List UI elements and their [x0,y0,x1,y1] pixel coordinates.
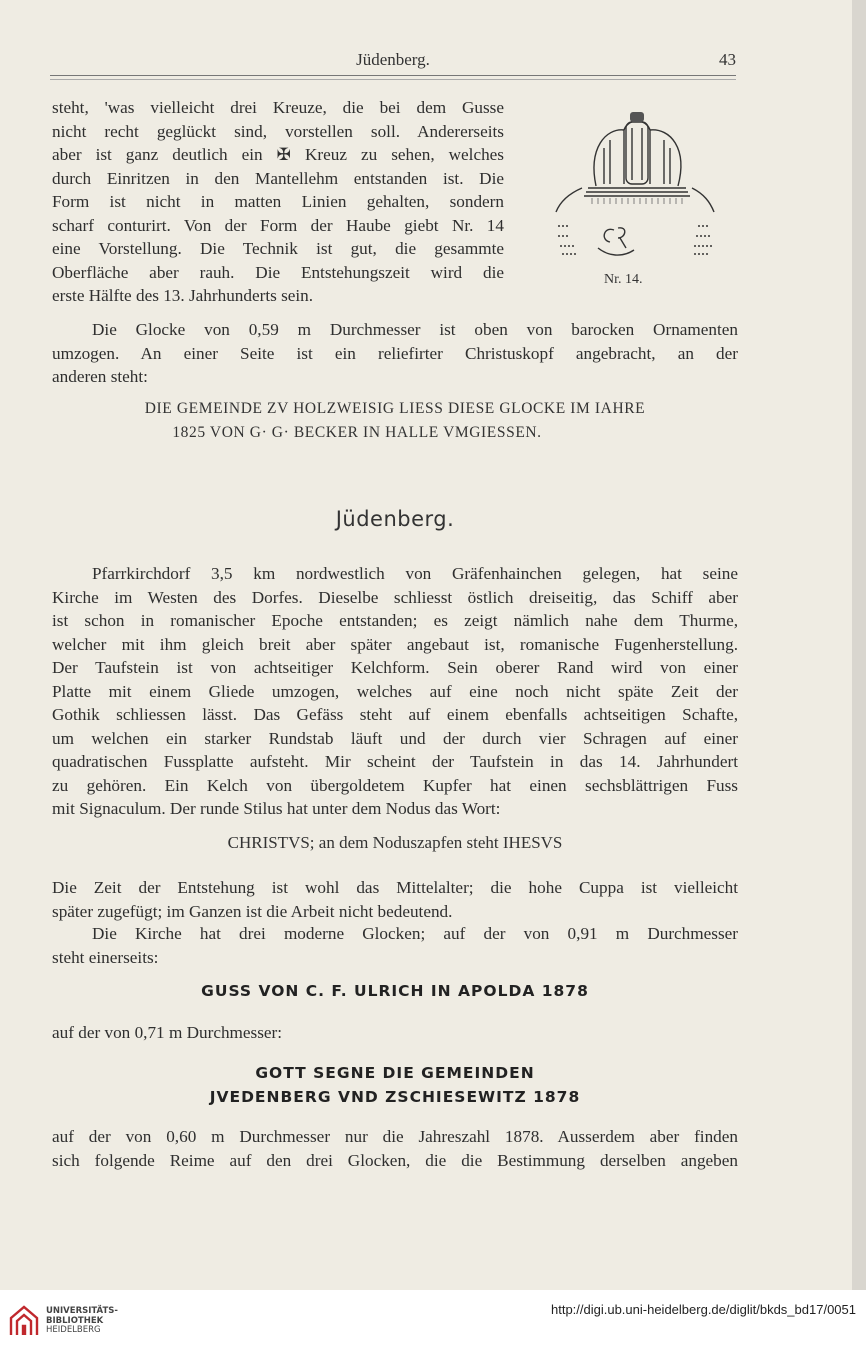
paragraph-church [52,562,738,821]
bell-crown-illustration [548,108,718,298]
library-name-line: UNIVERSITÄTS- [46,1306,118,1316]
text-line: scharf conturirt. Von der Form der Haube giebt Nr. 14 [52,215,504,235]
text-line: Kirche im Westen des Dorfes. Dieselbe schliesst östlich dreiseitig, das Schiff aber [52,587,738,607]
paragraph-dating [52,876,738,923]
text-line: Platte mit einem Gliede umzogen, welches auf eine noch nicht späte Zeit der [52,681,738,701]
text-line: erste Hälfte des 13. Jahrhunderts sein. [52,286,314,305]
text-line: Die Zeit der Entstehung ist wohl das Mittelalter; die hohe Cuppa ist vielleicht [52,878,738,897]
header-rule [50,75,736,76]
text-line: welcher mit ihm gleich breit aber später angebaut ist, romanische Fugenherstellung. [52,634,738,654]
text-line: sich folgende Reime auf den drei Glocken, die die Bestimmung derselben angeben [52,1150,738,1170]
text-line: quadratischen Fussplatte aufsteht. Mir scheint der Taufstein in das 14. Jahrhundert [52,752,738,771]
text-line: nicht recht geglückt sind, vorstellen soll. Andererseits [52,121,504,141]
page-number: 43 [719,50,736,69]
paragraph-third-bell [52,1125,738,1172]
text-line: mit Signaculum. Der runde Stilus hat unter dem Nodus das Wort: [52,799,501,818]
text-line: aber ist ganz deutlich ein ✠ Kreuz zu sehen, welches [52,145,504,164]
text-line: Form ist nicht in matten Linien gehalten, sondern [52,192,504,211]
paragraph-bells [52,922,738,969]
text-line: umzogen. An einer Seite ist ein reliefirter Christuskopf angebracht, an der [52,343,738,363]
section-heading: Jüdenberg. [335,507,455,531]
inscription-gott-segne: GOTT SEGNE DIE GEMEINDEN [255,1064,535,1082]
text-line: auf der von 0,71 m Durchmesser: [52,1023,283,1042]
running-title: Jüdenberg. [356,50,430,69]
library-name [46,1307,118,1336]
header-rule-thin [50,79,736,80]
paragraph-second-bell [52,1021,738,1045]
university-library-logo-icon[interactable] [8,1304,40,1338]
inscription-line: 1825 VON G· G· BECKER IN HALLE VMGIESSEN. [172,424,542,441]
text-line: Die Kirche hat drei moderne Glocken; auf der von 0,91 m Durchmesser [92,924,738,943]
text-line: steht, 'was vielleicht drei Kreuze, die bei dem Gusse [52,98,504,117]
text-line: steht einerseits: [52,947,159,967]
text-line: anderen steht: [52,367,148,386]
inscription-christvs: CHRISTVS; an dem Noduszapfen steht IHESVS [227,833,563,852]
text-line: zu gehören. Ein Kelch von übergoldetem Kupfer hat einen sechsblättrigen Fuss [52,775,738,795]
text-line: Der Taufstein ist von achtseitiger Kelchform. Sein oberer Rand wird von einer [52,658,738,677]
text-line: auf der von 0,60 m Durchmesser nur die Jahreszahl 1878. Ausserdem aber finden [52,1127,738,1146]
figure-caption: Nr. 14. [604,272,643,287]
inscription-jvedenberg: JVEDENBERG VND ZSCHIESEWITZ 1878 [209,1088,581,1106]
permalink-url[interactable]: http://digi.ub.uni-heidelberg.de/diglit/bkds_bd17/0051 [550,1302,856,1317]
library-name-line: HEIDELBERG [46,1325,101,1335]
running-head [50,50,736,72]
text-line: Oberfläche aber rauh. Die Entstehungszeit wird die [52,262,504,282]
inscription-ulrich: GUSS VON C. F. ULRICH IN APOLDA 1878 [201,982,589,1000]
text-line: durch Einritzen in den Mantellehm entstanden ist. Die [52,168,504,188]
text-line: Gothik schliessen lässt. Das Gefäss steht auf einem ebenfalls achtseitigen Schafte, [52,705,738,724]
digitization-footer [0,1290,866,1352]
text-line: eine Vorstellung. Die Technik ist gut, die gesammte [52,239,504,258]
inscription-line: DIE GEMEINDE ZV HOLZWEISIG LIESS DIESE GLOCKE IM IAHRE [144,400,646,417]
text-line: um welchen ein starker Rundstab läuft und der durch vier Schragen auf einer [52,728,738,748]
paragraph-bell-description [52,96,504,308]
text-line: später zugefügt; im Ganzen ist die Arbeit nicht bedeutend. [52,901,453,921]
text-line: Die Glocke von 0,59 m Durchmesser ist oben von barocken Ornamenten [92,320,738,339]
text-line: ist schon in romanischer Epoche entstanden; es zeigt nämlich nahe dem Thurme, [52,611,738,630]
paragraph-glocke [52,318,738,389]
text-line: Pfarrkirchdorf 3,5 km nordwestlich von Gräfenhainchen gelegen, hat seine [92,564,738,583]
library-name-line: BIBLIOTHEK [46,1315,104,1326]
